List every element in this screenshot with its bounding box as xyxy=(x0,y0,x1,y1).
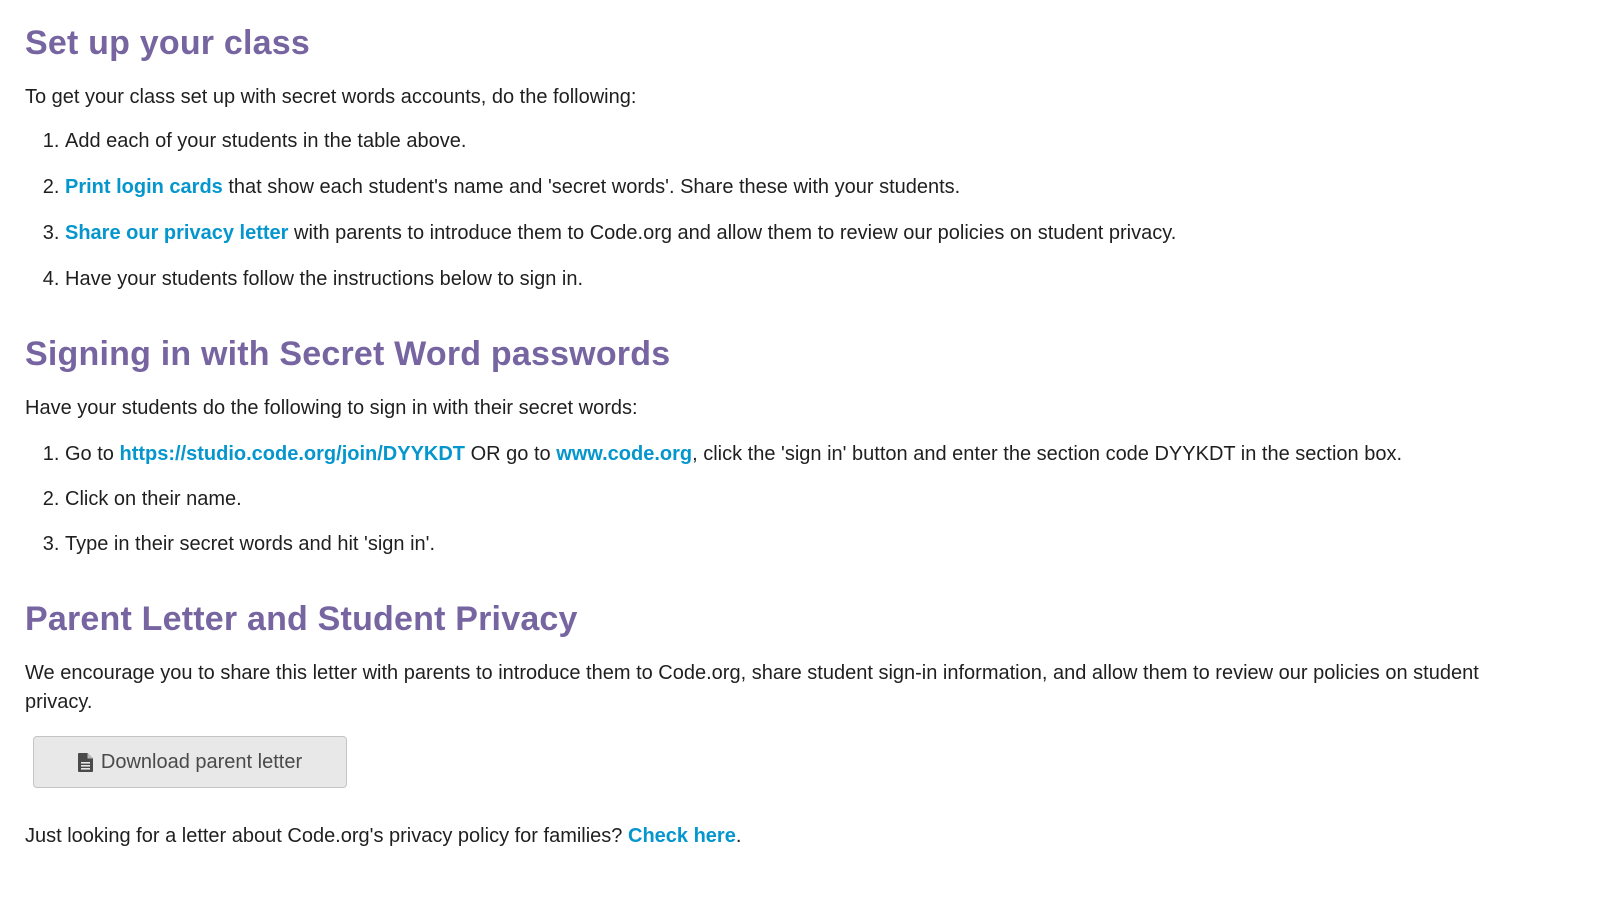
signin-step-2-text: Click on their name. xyxy=(65,488,242,510)
privacy-footer-prefix: Just looking for a letter about Code.org's privacy policy for families? xyxy=(25,825,628,847)
setup-intro: To get your class set up with secret words accounts, do the following: xyxy=(25,86,637,108)
parent-letter-intro: We encourage you to share this letter with parents to introduce them to Code.org, share student sign-in information, and allow them to review our policies on student privacy. xyxy=(25,662,1479,713)
signin-step-1-suffix: , click the 'sign in' button and enter the section code DYYKDT in the section box. xyxy=(692,443,1403,465)
signin-section xyxy=(25,329,1575,559)
setup-step-4-text: Have your students follow the instructions below to sign in. xyxy=(65,268,584,290)
setup-title: Set up your class xyxy=(25,24,310,62)
join-section-link[interactable]: https://studio.code.org/join/DYYKDT xyxy=(119,443,466,465)
signin-steps-list xyxy=(25,439,1575,559)
setup-step-1 xyxy=(65,126,1575,156)
setup-step-2-text: that show each student's name and 'secret words'. Share these with your students. xyxy=(222,176,961,198)
signin-step-1-middle: OR go to xyxy=(465,443,557,465)
signin-step-3 xyxy=(65,529,1575,559)
signin-step-1-prefix: Go to xyxy=(65,443,120,465)
print-login-cards-link[interactable]: Print login cards xyxy=(65,176,223,198)
setup-step-1-text: Add each of your students in the table above. xyxy=(65,130,467,152)
download-parent-letter-button[interactable] xyxy=(33,736,347,788)
signin-step-1 xyxy=(65,439,1575,469)
file-text-icon xyxy=(78,753,93,772)
privacy-footer-suffix: . xyxy=(735,825,742,847)
parent-letter-title: Parent Letter and Student Privacy xyxy=(25,600,578,638)
setup-steps-list xyxy=(25,126,1575,294)
check-here-link[interactable]: Check here xyxy=(628,825,736,847)
setup-step-3-text: with parents to introduce them to Code.org and allow them to review our policies on student privacy. xyxy=(288,222,1177,244)
signin-intro: Have your students do the following to sign in with their secret words: xyxy=(25,397,638,419)
signin-step-2 xyxy=(65,484,1575,514)
setup-step-2 xyxy=(65,172,1575,202)
signin-title: Signing in with Secret Word passwords xyxy=(25,335,671,373)
code-org-link[interactable]: www.code.org xyxy=(556,443,693,465)
parent-letter-section xyxy=(25,594,1575,851)
setup-section xyxy=(25,18,1575,294)
download-parent-letter-label: Download parent letter xyxy=(100,750,303,773)
signin-step-3-text: Type in their secret words and hit 'sign in'. xyxy=(65,533,436,555)
setup-step-3 xyxy=(65,218,1575,248)
setup-step-4 xyxy=(65,264,1575,294)
share-privacy-letter-link[interactable]: Share our privacy letter xyxy=(65,222,289,244)
privacy-footer-line xyxy=(25,822,1575,851)
